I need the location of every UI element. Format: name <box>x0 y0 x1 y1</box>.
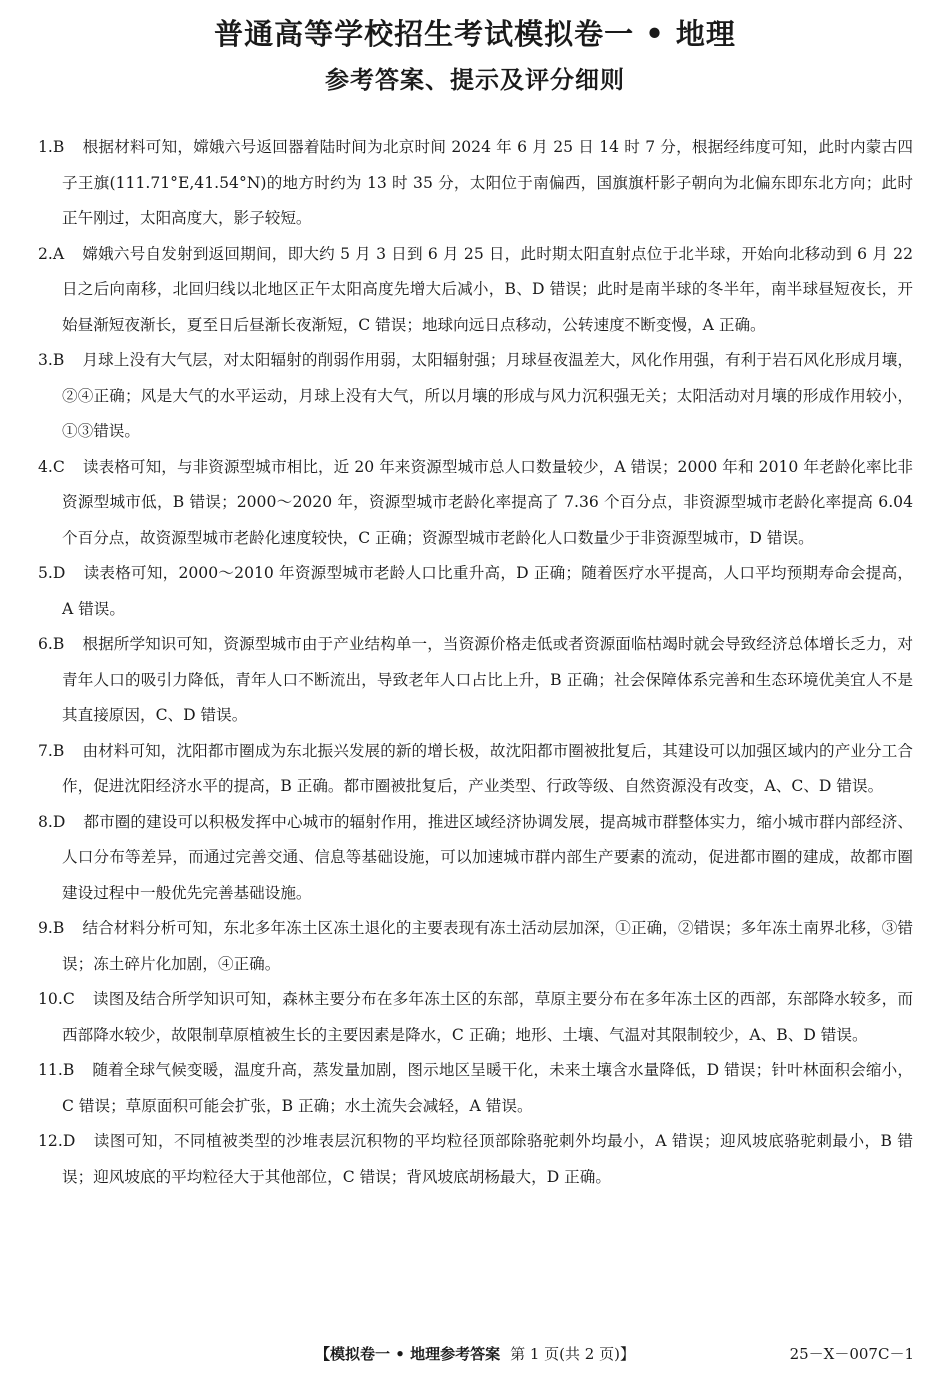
answer-item-5: 5.D 读表格可知，2000～2010 年资源型城市老龄人口比重升高，D 正确；随着医疗水平提高，人口平均预期寿命会提高，A 错误。 <box>38 564 913 618</box>
page-title: 普通高等学校招生考试模拟卷一 • 地理 <box>214 17 736 51</box>
footer-page-number: 第 1 页(共 2 页)】 <box>510 1345 635 1363</box>
answer-item-6: 6.B 根据所学知识可知，资源型城市由于产业结构单一，当资源价格走低或者资源面临枯竭时就会导致经济总体增长乏力，对青年人口的吸引力降低，青年人口不断流出，导致老年人口占比上升，B 正确；社会保障体系完善和生态环境优美宜人不是其直接原因，C、D 错误。 <box>38 635 913 724</box>
answer-item-12: 12.D 读图可知，不同植被类型的沙堆表层沉积物的平均粒径顶部除骆驼刺外均最小，A 错误；迎风坡底骆驼刺最小，B 错误；迎风坡底的平均粒径大于其他部位，C 错误；背风坡底胡杨最大，D 正确。 <box>38 1132 913 1186</box>
answer-item-1: 1.B 根据材料可知，嫦娥六号返回器着陆时间为北京时间 2024 年 6 月 25 日 14 时 7 分，根据经纬度可知，此时内蒙古四子王旗(111.71°E,41.54°N)的地方时约为 13 时 35 分，太阳位于南偏西，国旗旗杆影子朝向为北偏东即东北方向；此时正午刚过，太阳高度大，影子较短。 <box>38 138 913 227</box>
answer-item-9: 9.B 结合材料分析可知，东北多年冻土区冻土退化的主要表现有冻土活动层加深，①正确，②错误；多年冻土南界北移，③错误；冻土碎片化加剧，④正确。 <box>38 919 913 973</box>
page-subtitle: 参考答案、提示及评分细则 <box>325 66 625 94</box>
answer-item-3: 3.B 月球上没有大气层，对太阳辐射的削弱作用弱，太阳辐射强；月球昼夜温差大，风化作用强，有利于岩石风化形成月壤，②④正确；风是大气的水平运动，月球上没有大气，所以月壤的形成与风力沉积强无关；太阳活动对月壤的形成作用较小，①③错误。 <box>38 351 913 440</box>
answer-item-4: 4.C 读表格可知，与非资源型城市相比，近 20 年来资源型城市总人口数量较少，A 错误；2000 年和 2010 年老龄化率比非资源型城市低，B 错误；2000～2020 年，资源型城市老龄化率提高了 7.36 个百分点，非资源型城市老龄化率提高 6.04 个百分点，故资源型城市老龄化速度较快，C 正确；资源型城市老龄化人口数量少于非资源型城市，D 错误。 <box>38 457 913 547</box>
answer-item-11: 11.B 随着全球气候变暖，温度升高，蒸发量加剧，图示地区呈暖干化，未来土壤含水量降低，D 错误；针叶林面积会缩小，C 错误；草原面积可能会扩张，B 正确；水土流失会减轻，A 错误。 <box>38 1061 913 1115</box>
answer-item-2: 2.A 嫦娥六号自发射到返回期间，即大约 5 月 3 日到 6 月 25 日，此时期太阳直射点位于北半球，开始向北移动到 6 月 22 日之后向南移，北回归线以北地区正午太阳高度先增大后减小，B、D 错误；此时是南半球的冬半年，南半球昼短夜长，开始昼渐短夜渐长，夏至日后昼渐长夜渐短，C 错误；地球向远日点移动，公转速度不断变慢，A 正确。 <box>38 244 913 334</box>
answer-item-7: 7.B 由材料可知，沈阳都市圈成为东北振兴发展的新的增长极，故沈阳都市圈被批复后，其建设可以加强区域内的产业分工合作，促进沈阳经济水平的提高，B 正确。都市圈被批复后，产业类型、行政等级、自然资源没有改变，A、C、D 错误。 <box>38 741 913 795</box>
answer-item-8: 8.D 都市圈的建设可以积极发挥中心城市的辐射作用，推进区域经济协调发展，提高城市群整体实力，缩小城市群内部经济、人口分布等差异，而通过完善交通、信息等基础设施，可以加速城市群内部生产要素的流动，促进都市圈的建成，故都市圈建设过程中一般优先完善基础设施。 <box>38 812 913 902</box>
answer-item-10: 10.C 读图及结合所学知识可知，森林主要分布在多年冻土区的东部，草原主要分布在多年冻土区的西部，东部降水较多，而西部降水较少，故限制草原植被生长的主要因素是降水，C 正确；地形、土壤、气温对其限制较少，A、B、D 错误。 <box>38 990 913 1044</box>
footer-code: 25－X－007C－1 <box>789 1345 914 1363</box>
footer-label: 【模拟卷一 • 地理参考答案 <box>315 1345 501 1363</box>
answer-list <box>38 130 913 1195</box>
